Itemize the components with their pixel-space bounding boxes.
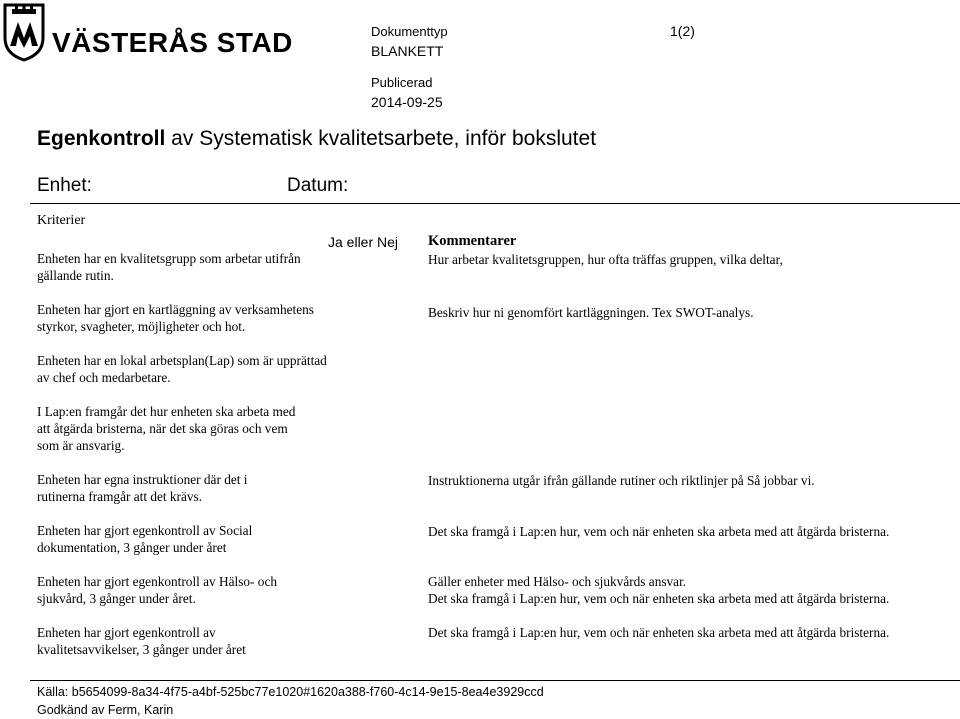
comment-5: Gäller enheter med Hälso- och sjukvårds ansvar.: [428, 574, 687, 589]
yes-no-column-header: Ja eller Nej: [328, 234, 399, 250]
criterion-8: Enheten har gjort egenkontroll av kvalitetsavvikelser, 3 gånger under året: [37, 625, 246, 657]
doctype-label: Dokumenttyp: [371, 24, 448, 39]
source-reference: Källa: b5654099-8a34-4f75-a4bf-525bc77e1020#1620a388-f760-4c14-9e15-8ea4e3929ccd: [37, 685, 544, 699]
criterion-5: Enheten har egna instruktioner där det i rutinerna framgår att det krävs.: [37, 472, 248, 504]
header-divider: [30, 203, 960, 204]
comment-6: Det ska framgå i Lap:en hur, vem och när enheten ska arbeta med att åtgärda bristerna.: [428, 591, 890, 606]
comment-3: Instruktionerna utgår ifrån gällande rutiner och riktlinjer på Så jobbar vi.: [428, 473, 815, 488]
comments-column-header: Kommentarer: [428, 233, 517, 249]
published-date: 2014-09-25: [371, 94, 443, 110]
date-field-label: Datum:: [287, 175, 349, 196]
doctype-value: BLANKETT: [371, 43, 444, 59]
comment-1: Hur arbetar kvalitetsgruppen, hur ofta träffas gruppen, vilka deltar,: [428, 252, 783, 267]
page-title: [37, 126, 596, 152]
criterion-3: Enheten har en lokal arbetsplan(Lap) som är upprättad av chef och medarbetare.: [37, 353, 327, 385]
footer-divider: [30, 680, 960, 681]
unit-field-label: Enhet:: [37, 175, 92, 196]
criterion-6: Enheten har gjort egenkontroll av Social dokumentation, 3 gånger under året: [37, 523, 253, 555]
org-name: VÄSTERÅS STAD: [52, 27, 293, 58]
published-label: Publicerad: [371, 75, 433, 90]
approved-by: Godkänd av Ferm, Karin: [37, 703, 174, 717]
criterion-1: Enheten har en kvalitetsgrupp som arbetar utifrån gällande rutin.: [37, 251, 301, 283]
criterion-2: Enheten har gjort en kartläggning av verksamhetens styrkor, svagheter, möjligheter och hot.: [37, 302, 314, 334]
criterion-7: Enheten har gjort egenkontroll av Hälso- och sjukvård, 3 gånger under året.: [37, 574, 278, 606]
city-logo-emblem: [2, 2, 46, 62]
page-number: 1(2): [670, 23, 695, 39]
page-title-rest: av Systematisk kvalitetsarbete, inför bokslutet: [165, 127, 597, 150]
criteria-column-header: Kriterier: [37, 213, 86, 228]
criterion-4: I Lap:en framgår det hur enheten ska arbeta med att åtgärda bristerna, när det ska göras och vem som är ansvarig.: [37, 404, 296, 453]
comment-4: Det ska framgå i Lap:en hur, vem och när enheten ska arbeta med att åtgärda bristerna.: [428, 524, 890, 539]
comment-7: Det ska framgå i Lap:en hur, vem och när enheten ska arbeta med att åtgärda bristerna.: [428, 625, 890, 640]
page-title-bold: Egenkontroll: [37, 127, 166, 150]
comment-2: Beskriv hur ni genomfört kartläggningen. Tex SWOT-analys.: [428, 305, 754, 320]
